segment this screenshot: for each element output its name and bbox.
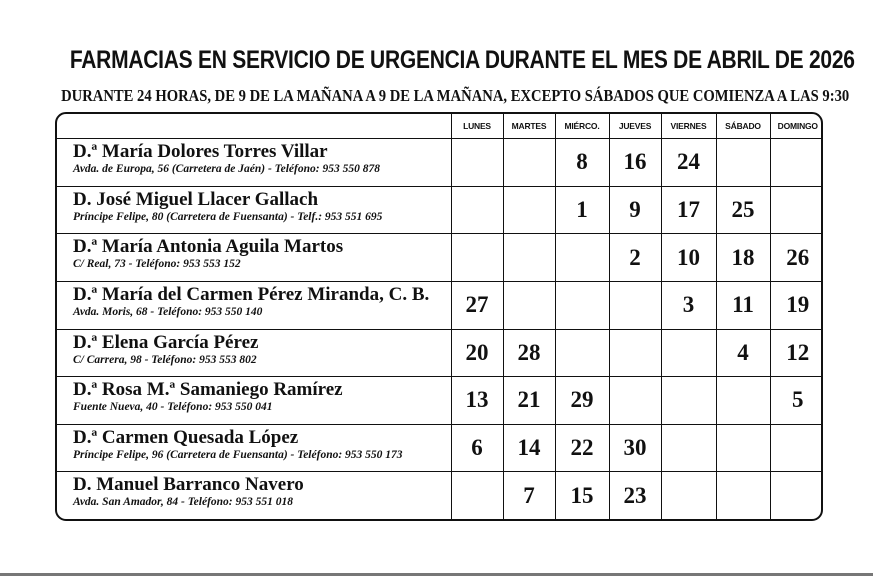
duty-date-cell: 29 <box>555 377 609 425</box>
pharmacist-name: D.ª Rosa M.ª Samaniego Ramírez <box>73 379 343 401</box>
pharmacy-cell <box>57 138 451 186</box>
duty-date-cell: 3 <box>661 281 716 329</box>
day-header-domingo: DOMINGO <box>770 114 823 138</box>
table-row <box>57 424 823 472</box>
duty-date-cell <box>609 281 661 329</box>
duty-schedule-table <box>55 112 823 521</box>
duty-date-cell <box>555 281 609 329</box>
duty-date-cell <box>661 329 716 377</box>
pharmacy-address: Avda. de Europa, 56 (Carretera de Jaén) - Teléfono: 953 550 878 <box>73 162 380 175</box>
duty-date-cell <box>451 234 503 282</box>
pharmacy-address: Fuente Nueva, 40 - Teléfono: 953 550 041 <box>73 401 273 414</box>
duty-date-cell: 10 <box>661 234 716 282</box>
pharmacy-cell <box>57 281 451 329</box>
duty-date-cell: 11 <box>716 281 770 329</box>
table-row <box>57 138 823 186</box>
duty-date-cell <box>503 138 555 186</box>
pharmacy-cell <box>57 377 451 425</box>
table-row <box>57 186 823 234</box>
duty-date-cell <box>716 377 770 425</box>
table-row <box>57 234 823 282</box>
duty-date-cell <box>503 281 555 329</box>
duty-date-cell: 2 <box>609 234 661 282</box>
table-row <box>57 472 823 519</box>
pharmacist-name: D.ª María del Carmen Pérez Miranda, C. B. <box>73 283 430 305</box>
duty-date-cell <box>661 472 716 519</box>
duty-date-cell: 23 <box>609 472 661 519</box>
duty-date-cell <box>503 234 555 282</box>
duty-date-cell: 24 <box>661 138 716 186</box>
duty-date-cell: 4 <box>716 329 770 377</box>
duty-date-cell <box>770 472 823 519</box>
duty-date-cell: 28 <box>503 329 555 377</box>
pharmacy-address: Avda. San Amador, 84 - Teléfono: 953 551 018 <box>73 496 293 509</box>
page-subtitle: DURANTE 24 HORAS, DE 9 DE LA MAÑANA A 9 DE LA MAÑANA, EXCEPTO SÁBADOS QUE COMIENZA A LAS 9:30 <box>61 86 850 105</box>
day-header-lunes: LUNES <box>451 114 503 138</box>
pharmacist-name: D. Manuel Barranco Navero <box>73 474 304 496</box>
duty-date-cell: 15 <box>555 472 609 519</box>
duty-date-cell <box>609 377 661 425</box>
duty-date-cell: 1 <box>555 186 609 234</box>
duty-date-cell <box>661 377 716 425</box>
duty-date-cell: 21 <box>503 377 555 425</box>
duty-date-cell <box>770 138 823 186</box>
duty-date-cell <box>555 329 609 377</box>
pharmacy-cell <box>57 472 451 519</box>
duty-date-cell <box>555 234 609 282</box>
header-corner <box>57 114 451 138</box>
duty-date-cell: 5 <box>770 377 823 425</box>
duty-date-cell <box>661 424 716 472</box>
pharmacy-address: C/ Real, 73 - Teléfono: 953 553 152 <box>73 258 241 271</box>
duty-date-cell <box>609 329 661 377</box>
duty-date-cell: 22 <box>555 424 609 472</box>
duty-date-cell <box>451 186 503 234</box>
pharmacy-address: Avda. Moris, 68 - Teléfono: 953 550 140 <box>73 305 263 318</box>
duty-date-cell: 12 <box>770 329 823 377</box>
duty-date-cell <box>503 186 555 234</box>
day-header-sabado: SÁBADO <box>716 114 770 138</box>
pharmacy-address: Príncipe Felipe, 80 (Carretera de Fuensanta) - Telf.: 953 551 695 <box>73 210 383 223</box>
duty-date-cell: 18 <box>716 234 770 282</box>
header-row <box>57 114 823 138</box>
duty-date-cell: 9 <box>609 186 661 234</box>
day-header-martes: MARTES <box>503 114 555 138</box>
duty-date-cell <box>451 472 503 519</box>
pharmacy-address: C/ Carrera, 98 - Teléfono: 953 553 802 <box>73 353 257 366</box>
table-row <box>57 329 823 377</box>
duty-date-cell <box>770 186 823 234</box>
pharmacy-cell <box>57 329 451 377</box>
pharmacy-address: Príncipe Felipe, 96 (Carretera de Fuensanta) - Teléfono: 953 550 173 <box>73 448 403 461</box>
duty-date-cell <box>716 424 770 472</box>
duty-date-cell <box>770 424 823 472</box>
pharmacy-cell <box>57 186 451 234</box>
duty-date-cell: 27 <box>451 281 503 329</box>
duty-date-cell: 13 <box>451 377 503 425</box>
pharmacy-cell <box>57 234 451 282</box>
duty-date-cell: 16 <box>609 138 661 186</box>
duty-date-cell: 8 <box>555 138 609 186</box>
duty-date-cell <box>716 138 770 186</box>
pharmacist-name: D.ª María Dolores Torres Villar <box>73 140 328 162</box>
table-row <box>57 281 823 329</box>
duty-date-cell: 7 <box>503 472 555 519</box>
duty-date-cell: 6 <box>451 424 503 472</box>
duty-date-cell: 30 <box>609 424 661 472</box>
duty-date-cell <box>716 472 770 519</box>
page-title: FARMACIAS EN SERVICIO DE URGENCIA DURANTE EL MES DE ABRIL DE 2026 <box>69 46 855 74</box>
day-header-jueves: JUEVES <box>609 114 661 138</box>
pharmacist-name: D.ª Carmen Quesada López <box>73 426 299 448</box>
duty-date-cell: 17 <box>661 186 716 234</box>
duty-date-cell: 19 <box>770 281 823 329</box>
duty-date-cell: 14 <box>503 424 555 472</box>
pharmacy-cell <box>57 424 451 472</box>
duty-date-cell: 25 <box>716 186 770 234</box>
pharmacist-name: D. José Miguel Llacer Gallach <box>73 188 319 210</box>
duty-date-cell: 20 <box>451 329 503 377</box>
duty-date-cell: 26 <box>770 234 823 282</box>
duty-date-cell <box>451 138 503 186</box>
table-row <box>57 377 823 425</box>
pharmacist-name: D.ª María Antonia Aguila Martos <box>73 236 344 258</box>
pharmacist-name: D.ª Elena García Pérez <box>73 331 259 353</box>
day-header-miercoles: MIÉRCO. <box>555 114 609 138</box>
day-header-viernes: VIERNES <box>661 114 716 138</box>
